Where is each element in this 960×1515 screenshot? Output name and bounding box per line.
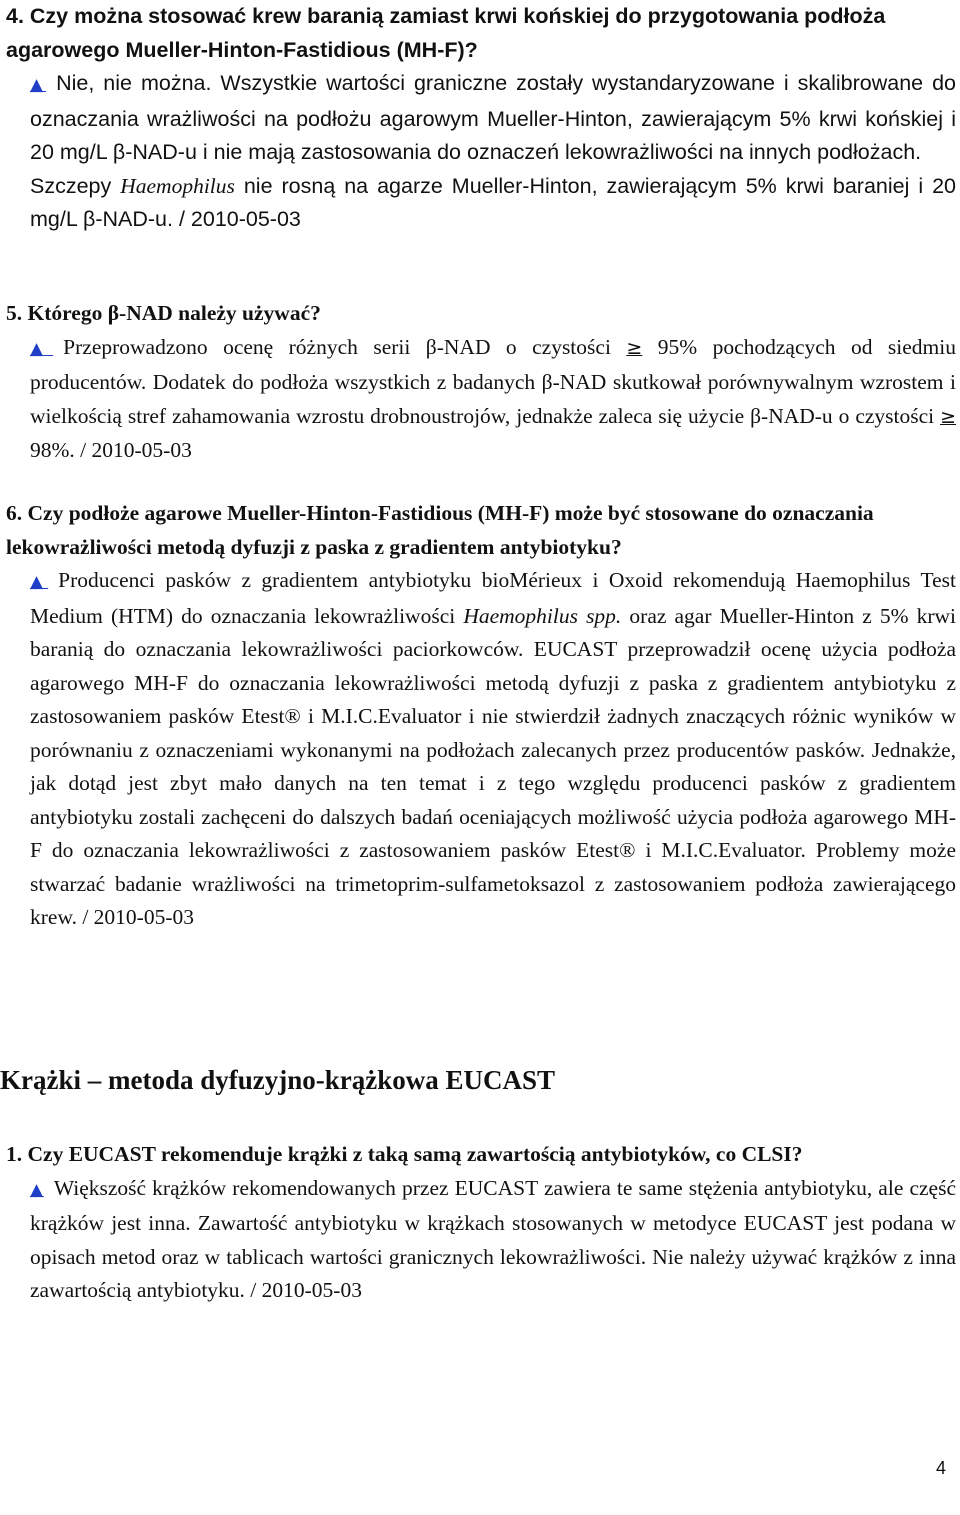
question-title: 4. Czy można stosować krew baranią zamiast krwi końskiej do przygotowania podłoża agarowego Mueller-Hinton-Fastidious (MH-F)? <box>6 4 886 62</box>
question-title: 1. Czy EUCAST rekomenduje krążki z taką samą zawartością antybiotyków, co CLSI? <box>6 1142 803 1166</box>
faq-question-6 <box>6 497 956 935</box>
answer-paragraph <box>6 67 956 170</box>
answer-text: Producenci pasków z gradientem antybiotyku bioMérieux i Oxoid rekomendują Haemophilus Test Medium (HTM) do oznaczania lekowrażliwości <box>30 568 956 628</box>
page-number: 4 <box>935 1458 946 1478</box>
faq-question-5 <box>6 297 956 468</box>
answer-text: 98%. / 2010-05-03 <box>30 438 192 462</box>
answer-text: nie rosną na agarze Mueller-Hinton, zawierającym 5% krwi baraniej i 20 mg/L β-NAD-u. / 2010-05-03 <box>30 173 956 231</box>
answer-text: Przeprowadzono ocenę różnych serii β-NAD o czystości <box>63 334 627 359</box>
faq-question-4 <box>6 0 956 237</box>
question-title: 5. Którego β-NAD należy używać? <box>6 301 321 325</box>
answer-text: 95% pochodzących od siedmiu producentów. Dodatek do podłoża wszystkich z badanych β-NAD skutkował porównywalnym wzrostem i wielkością stref zahamowania wzrostu drobnoustrojów, jednakże zaleca się użycie β-NAD-u o czystości <box>30 334 957 428</box>
triangle-marker-icon: ▲ <box>30 338 54 359</box>
question-title: 6. Czy podłoże agarowe Mueller-Hinton-Fastidious (MH-F) może być stosowane do oznaczania lekowrażliwości metodą dyfuzji z paska z gradientem antybiotyku? <box>6 501 874 559</box>
greater-equal-symbol: ≥ <box>626 336 643 359</box>
answer-paragraph <box>6 1172 956 1308</box>
answer-text: Szczepy <box>30 173 121 198</box>
answer-text: Większość krążków rekomendowanych przez EUCAST zawiera te same stężenia antybiotyku, ale część krążków jest inna. Zawartość antybiotyku w krążkach stosowanych w metodyce EUCAST jest podana w opisach metod oraz w tablicach wartości granicznych lekowrażliwości. Nie należy używać krążków z inna zawartością antybiotyku. / 2010-05-03 <box>30 1175 957 1302</box>
faq-question-1 <box>6 1138 956 1308</box>
answer-text: oraz agar Mueller-Hinton z 5% krwi baranią do oznaczania lekowrażliwości paciorkowców. EUCAST przeprowadził ocenę użycia podłoża agarowego MH-F do oznaczania lekowrażliwości metodą dyfuzji z paska z gradientem antybiotyku z zastosowaniem pasków Etest® i M.I.C.Evaluator i nie stwierdził żadnych znaczących różnic wyników w porównaniu z oznaczeniami wykonanymi na podłożach zalecanych przez producentów pasków. Jednakże, jak dotąd jest zbyt mało danych na ten temat i z tego względu producenci pasków z gradientem antybiotyku zostali zachęceni do dalszych badań oceniających możliwość użycia podłoża agarowego MH-F do oznaczania lekowrażliwości z zastosowaniem pasków Etest® i M.I.C.Evaluator. Problemy może stwarzać badanie wrażliwości na trimetoprim-sulfametoksazol z zastosowaniem podłoża zawierającego krew. / 2010-05-03 <box>30 603 956 929</box>
organism-name: Haemophilus <box>120 173 235 198</box>
answer-paragraph <box>6 331 956 468</box>
answer-paragraph <box>6 564 956 935</box>
triangle-marker-icon: ▲ <box>30 75 47 95</box>
answer-paragraph <box>6 170 956 237</box>
answer-text: Nie, nie można. Wszystkie wartości graniczne zostały wystandaryzowane i skalibrowane do oznaczania wrażliwości na podłożu agarowym Mueller-Hinton, zawierającym 5% krwi końskiej i 20 mg/L β-NAD-u i nie mają zastosowania do oznaczeń lekowrażliwości na innych podłożach. <box>30 71 956 164</box>
organism-name: Haemophilus spp. <box>463 603 622 628</box>
greater-equal-symbol: ≥ <box>940 405 956 428</box>
section-heading: Krążki – metoda dyfuzyjno-krążkowa EUCAST <box>0 1065 556 1095</box>
triangle-marker-icon: ▲ <box>30 572 49 592</box>
triangle-marker-icon: ▲ <box>30 1179 44 1200</box>
